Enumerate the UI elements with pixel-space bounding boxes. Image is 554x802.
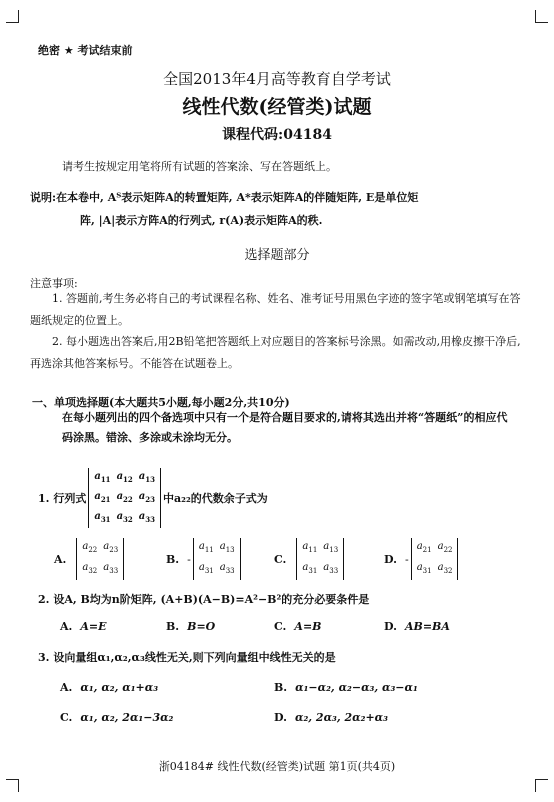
part1-description: 在每小题列出的四个备选项中只有一个是符合题目要求的,请将其选出并将“答题纸”的相应代码涂黑。错涂、多涂或未涂均无分。 xyxy=(62,411,508,444)
determinant-bar-right xyxy=(240,538,241,580)
determinant-entry: $a_{11}$ xyxy=(94,471,111,484)
determinant-grid xyxy=(414,538,456,580)
option-label: D. xyxy=(274,711,287,724)
option-label: A. xyxy=(60,620,73,633)
question-3-option-a[interactable] xyxy=(60,681,158,694)
option-label: B. xyxy=(166,620,180,633)
answer-instruction: 请考生按规定用笔将所有试题的答案涂、写在答题纸上。 xyxy=(62,160,337,173)
determinant-bar-right xyxy=(457,538,458,580)
exam-title: 全国2013年4月高等教育自学考试 xyxy=(163,70,391,88)
determinant-grid xyxy=(91,468,158,528)
determinant-entry: $a_{13}$ xyxy=(219,541,235,554)
question-1-determinant xyxy=(86,468,163,528)
option-label: D. xyxy=(384,620,397,633)
question-3-option-d[interactable] xyxy=(274,711,388,724)
option-text: B=O xyxy=(187,620,216,633)
question-3-option-c[interactable] xyxy=(60,711,173,724)
option-sign: - xyxy=(404,552,409,566)
determinant-entry: $a_{21}$ xyxy=(416,541,432,554)
determinant-entry: $a_{31}$ xyxy=(302,562,318,575)
determinant-bar-left xyxy=(76,538,77,580)
determinant-entry: $a_{23}$ xyxy=(138,491,156,504)
determinant-bar-left xyxy=(193,538,194,580)
attention-title: 注意事项: xyxy=(30,277,78,290)
question-1-option-b[interactable] xyxy=(166,538,243,580)
question-2-option-d[interactable] xyxy=(384,620,450,633)
determinant-entry: $a_{32}$ xyxy=(116,511,133,524)
determinant-bar-right xyxy=(123,538,124,580)
determinant-bar-right xyxy=(343,538,344,580)
crop-mark-top-right xyxy=(535,10,548,23)
page-footer: 浙04184# 线性代数(经管类)试题 第1页(共4页) xyxy=(158,760,396,773)
option-label: C. xyxy=(274,620,287,633)
part1-heading: 一、单项选择题(本大题共5小题,每小题2分,共10分) xyxy=(32,396,290,409)
determinant-entry: $a_{11}$ xyxy=(302,541,318,554)
determinant-entry: $a_{13}$ xyxy=(138,471,156,484)
option-determinant xyxy=(74,538,126,580)
option-label: C. xyxy=(274,552,287,566)
subject-title: 线性代数(经管类)试题 xyxy=(182,96,372,118)
notation-line-1: 在本卷中, Aᵀ表示矩阵A的转置矩阵, A*表示矩阵A的伴随矩阵, E是单位矩 xyxy=(56,191,419,204)
question-2-option-a[interactable] xyxy=(60,620,107,633)
option-label: D. xyxy=(384,552,397,566)
option-sign: - xyxy=(187,552,191,566)
question-1 xyxy=(38,468,268,528)
course-code: 课程代码:04184 xyxy=(222,127,332,143)
option-text: α₂, 2α₃, 2α₂+α₃ xyxy=(294,711,388,724)
question-1-stem-prefix: 1. 行列式 xyxy=(38,492,87,505)
determinant-bar-left xyxy=(411,538,412,580)
section-title: 选择题部分 xyxy=(244,248,310,263)
determinant-entry: $a_{22}$ xyxy=(437,541,453,554)
determinant-entry: $a_{22}$ xyxy=(116,491,133,504)
question-3-stem: 3. 设向量组α₁,α₂,α₃线性无关,则下列向量组中线性无关的是 xyxy=(38,651,336,664)
attention-item-2: 2. 每小题选出答案后,用2B铅笔把答题纸上对应题目的答案标号涂黑。如需改动,用橡皮擦干净后,再选涂其他答案标号。不能答在试题卷上。 xyxy=(30,335,521,370)
question-2-option-b[interactable] xyxy=(166,620,215,633)
determinant-entry: $a_{33}$ xyxy=(138,511,156,524)
notation-line-2: 阵, |A|表示方阵A的行列式, r(A)表示矩阵A的秩. xyxy=(80,214,323,227)
determinant-entry: $a_{23}$ xyxy=(103,541,119,554)
option-label: C. xyxy=(60,711,73,724)
question-2-option-c[interactable] xyxy=(274,620,321,633)
crop-mark-bottom-left xyxy=(6,779,19,792)
option-text: α₁−α₂, α₂−α₃, α₃−α₁ xyxy=(295,681,418,694)
determinant-entry: $a_{32}$ xyxy=(82,562,98,575)
determinant-entry: $a_{33}$ xyxy=(103,562,119,575)
option-text: α₁, α₂, α₁+α₃ xyxy=(80,681,159,694)
notation-label: 说明: xyxy=(30,191,57,204)
determinant-grid xyxy=(299,538,341,580)
determinant-entry: $a_{13}$ xyxy=(323,541,339,554)
option-text: AB=BA xyxy=(404,620,450,633)
option-text: α₁, α₂, 2α₁−3α₂ xyxy=(80,711,174,724)
determinant-entry: $a_{21}$ xyxy=(94,491,111,504)
question-2-stem: 2. 设A, B均为n阶矩阵, (A+B)(A−B)=A²−B²的充分必要条件是 xyxy=(38,593,370,606)
option-text: A=E xyxy=(80,620,107,633)
determinant-entry: $a_{32}$ xyxy=(437,562,453,575)
determinant-grid xyxy=(79,538,121,580)
option-determinant xyxy=(409,538,461,580)
option-label: B. xyxy=(274,681,288,694)
determinant-entry: $a_{31}$ xyxy=(94,511,111,524)
question-1-option-d[interactable] xyxy=(384,538,460,580)
determinant-bar-left xyxy=(88,468,89,528)
determinant-entry: $a_{22}$ xyxy=(82,541,98,554)
crop-mark-top-left xyxy=(6,10,19,23)
option-label: A. xyxy=(54,552,67,566)
notation-note xyxy=(30,186,530,232)
attention-item-1: 1. 答题前,考生务必将自己的考试课程名称、姓名、准考证号用黑色字迹的签字笔或钢笔填写在答题纸规定的位置上。 xyxy=(30,292,521,327)
question-1-option-a[interactable] xyxy=(54,538,126,580)
option-determinant xyxy=(294,538,346,580)
determinant-entry: $a_{31}$ xyxy=(416,562,432,575)
determinant-entry: $a_{12}$ xyxy=(116,471,133,484)
crop-mark-bottom-right xyxy=(535,779,548,792)
determinant-entry: $a_{33}$ xyxy=(219,562,235,575)
determinant-entry: $a_{11}$ xyxy=(198,541,214,554)
determinant-bar-right xyxy=(160,468,161,528)
option-text: A=B xyxy=(294,620,322,633)
option-label: B. xyxy=(166,552,180,566)
determinant-bar-left xyxy=(296,538,297,580)
option-label: A. xyxy=(60,681,73,694)
option-determinant xyxy=(191,538,243,580)
secret-label: 绝密 ★ 考试结束前 xyxy=(38,44,133,57)
question-1-option-c[interactable] xyxy=(274,538,346,580)
question-1-stem-suffix: 中a₂₂的代数余子式为 xyxy=(163,492,268,505)
determinant-grid xyxy=(196,538,238,580)
determinant-entry: $a_{31}$ xyxy=(198,562,214,575)
question-3-option-b[interactable] xyxy=(274,681,418,694)
determinant-entry: $a_{33}$ xyxy=(323,562,339,575)
